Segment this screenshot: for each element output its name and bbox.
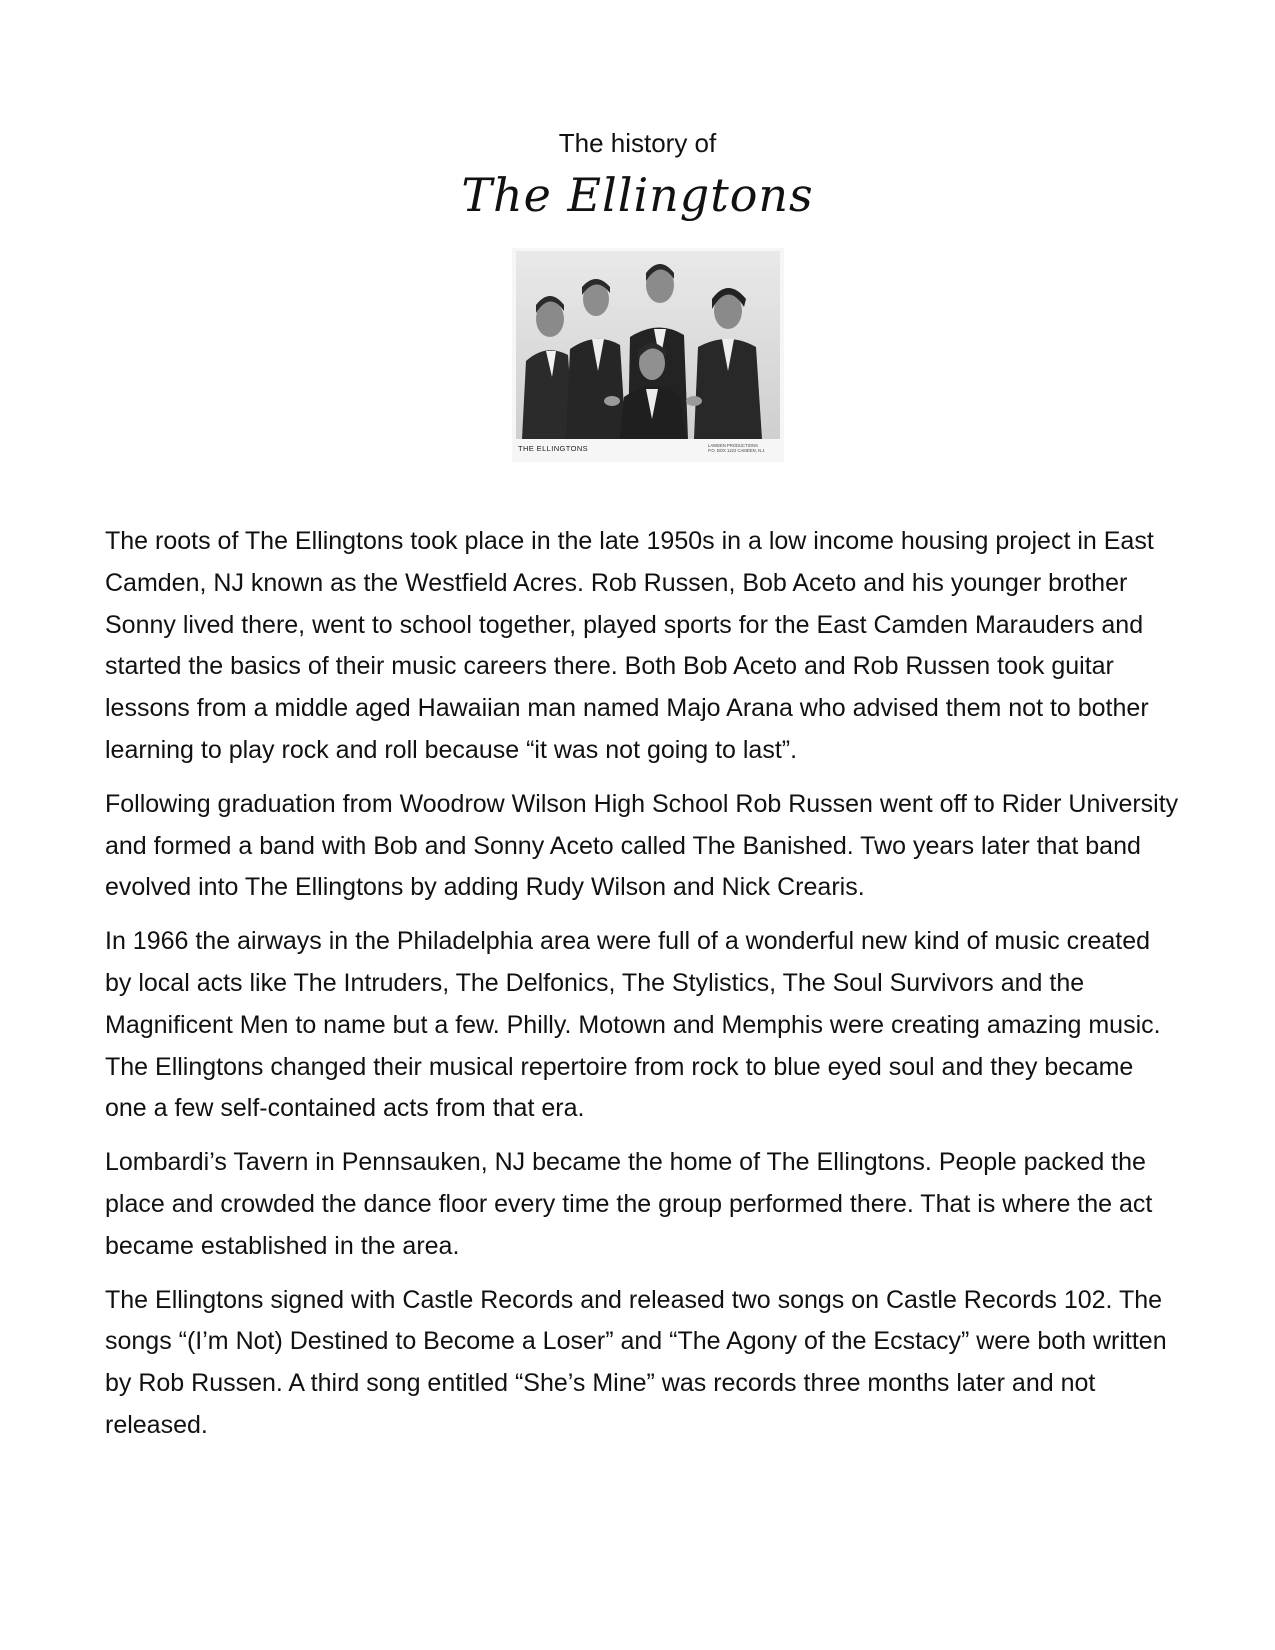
paragraph: In 1966 the airways in the Philadelphia area were full of a wonderful new kind of music created by local acts like The Intruders, The Delfonics, The Stylistics, The Soul Survivors and the Magnificent Men to name but a few. Philly. Motown and Memphis were creating amazing music. The Ellingtons changed their musical repertoire from rock to blue eyed soul and they became one a few self-contained acts from that era. [105,927,1161,1123]
photo-caption: THE ELLINGTONS [518,444,589,453]
paragraph: The Ellingtons signed with Castle Records and released two songs on Castle Records 102. The songs “(I’m Not) Destined to Become a Loser” and “The Agony of the Ecstacy” were both written by Rob Russen. A third song entitled “She’s Mine” was records three months later and not released. [105,1285,1167,1439]
photo-credit-line: P.O. BOX 1222 CAMDEN, N.J. [708,448,766,453]
article-body [105,521,1181,1459]
band-photo-card [512,248,784,462]
paragraph: The roots of The Ellingtons took place in the late 1950s in a low income housing project in East Camden, NJ known as the Westfield Acres. Rob Russen, Bob Aceto and his younger brother Sonny lived there, went to school together, played sports for the East Camden Marauders and started the basics of their music careers there. Both Bob Aceto and Rob Russen took guitar lessons from a middle aged Hawaiian man named Majo Arana who advised them not to bother learning to play rock and roll because “it was not going to last”. [105,527,1154,764]
paragraph: Following graduation from Woodrow Wilson High School Rob Russen went off to Rider University and formed a band with Bob and Sonny Aceto called The Banished. Two years later that band evolved into The Ellingtons by adding Rudy Wilson and Nick Crearis. [105,789,1179,902]
band-photo [516,251,780,439]
paragraph: Lombardi’s Tavern in Pennsauken, NJ became the home of The Ellingtons. People packed the place and crowded the dance floor every time the group performed there. That is where the act became established in the area. [105,1148,1153,1260]
page-kicker: The history of [558,128,717,158]
photo-credit-line: LAWDEN PRODUCTIONS [708,443,758,448]
photo-credit [708,443,784,453]
page-title: The Ellingtons [461,168,814,222]
